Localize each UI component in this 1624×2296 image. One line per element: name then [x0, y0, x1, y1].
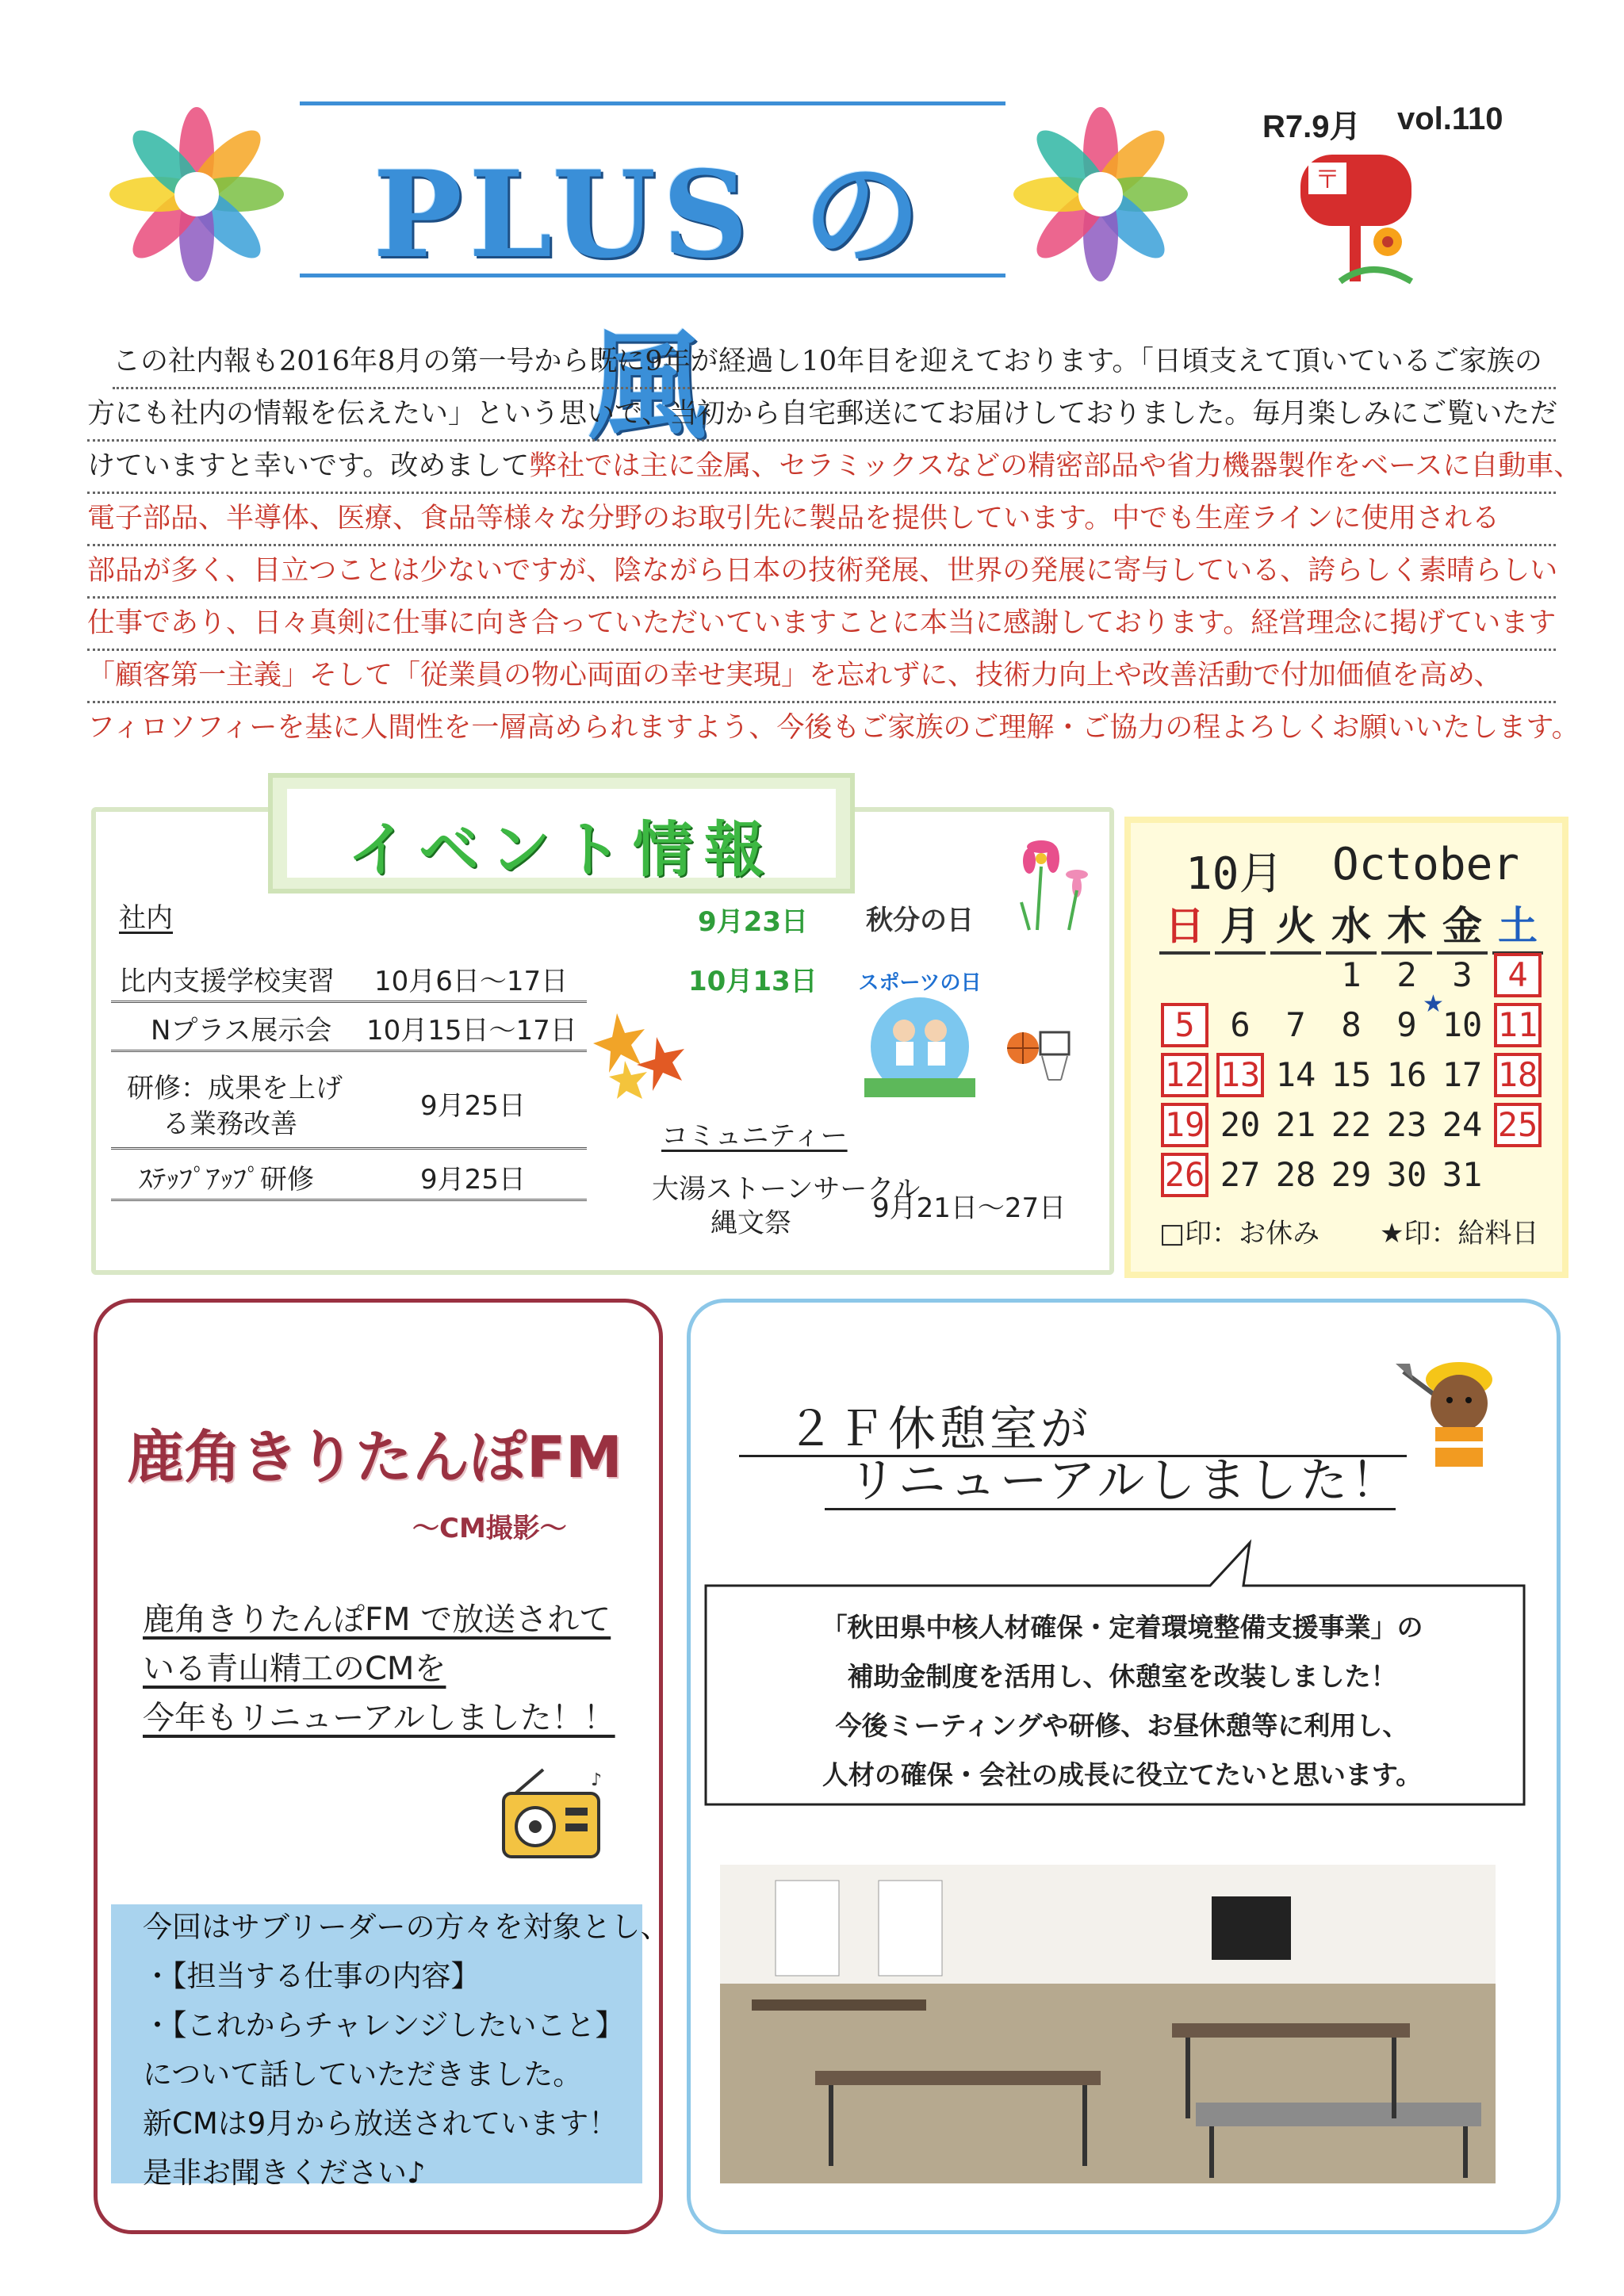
- event-title-frame: [268, 773, 855, 894]
- holiday-date: 9月23日: [698, 906, 808, 938]
- fm-subtitle: ～CM撮影～: [412, 1513, 567, 1544]
- calendar-day: 5: [1161, 1003, 1208, 1047]
- calendar-weekday: 金: [1437, 894, 1488, 955]
- fm-body-line: いる青山精工のCMを: [143, 1651, 446, 1687]
- sports-day-icon: [856, 967, 999, 1102]
- rest-room-title-underline: [825, 1508, 1396, 1510]
- calendar-day: 11: [1494, 1003, 1542, 1047]
- event-item-name: ｽﾃｯﾌﾟｱｯﾌﾟ研修: [139, 1164, 314, 1196]
- calendar-month-en: October: [1332, 839, 1520, 890]
- calendar-day: 28: [1275, 1155, 1316, 1194]
- community-event-name: 大湯ストーンサークル: [652, 1173, 921, 1205]
- calendar-day: 31: [1442, 1155, 1483, 1194]
- calendar-day: 18: [1494, 1053, 1542, 1097]
- calendar-day: 26: [1161, 1153, 1208, 1197]
- rest-room-body-line: 補助金制度を活用し、休憩室を改装しました！: [847, 1661, 1397, 1692]
- event-item-date: 10月6日～17日: [374, 966, 569, 997]
- intro-line: けていますと幸いです。改めまして弊社では主に金属、セラミックスなどの精密部品や省力機器製作をベースに自動車、: [87, 442, 1556, 494]
- calendar-legend-off: □印：お休み: [1159, 1218, 1320, 1249]
- calendar-weekday: 月: [1215, 894, 1266, 955]
- fm-info-line: 今回はサブリーダーの方々を対象とし、: [143, 1910, 670, 1944]
- holiday-date: 10月13日: [688, 966, 818, 997]
- event-divider: [111, 1001, 587, 1003]
- intro-line: 電子部品、半導体、医療、食品等様々な分野のお取引先に製品を提供しています。中でも生産ラインに使用される: [87, 494, 1556, 546]
- intro-line: フィロソフィーを基に人間性を一層高められますよう、今後もご家族のご理解・ご協力の程よろしくお願いいたします。: [87, 712, 1580, 744]
- fm-body-line: 鹿角きりたんぽFM で放送されて: [143, 1601, 611, 1638]
- rest-room-body: [730, 1603, 1515, 1800]
- event-item-name: 研修：成果を上げ: [127, 1073, 343, 1104]
- rest-room-body-line: 人材の確保・会社の成長に役立てたいと思います。: [822, 1759, 1423, 1790]
- calendar-day: 14: [1275, 1055, 1316, 1094]
- event-item-date: 9月25日: [420, 1090, 526, 1122]
- calendar-day: 17: [1442, 1055, 1483, 1094]
- rest-room-body-line: 「秋田県中核人材確保・定着環境整備支援事業」の: [821, 1612, 1423, 1643]
- event-divider: [111, 1199, 587, 1201]
- event-item-name: Nプラス展示会: [151, 1015, 332, 1047]
- calendar-day: 13: [1216, 1053, 1264, 1097]
- flower-logo-right-icon: [1005, 103, 1196, 285]
- rest-room-title-line1: ２Ｆ休憩室が: [787, 1402, 1091, 1457]
- calendar-weekday: 火: [1270, 894, 1321, 955]
- issue-date: R7.9月: [1262, 109, 1362, 144]
- calendar-weekday: 日: [1159, 894, 1210, 955]
- fm-info-line: 是非お聞きください♪: [143, 2156, 426, 2190]
- event-divider: [111, 1050, 587, 1052]
- cosmos-flower-icon: [1005, 831, 1101, 934]
- calendar-day: 22: [1331, 1105, 1372, 1144]
- fm-body: [143, 1595, 615, 1743]
- rest-room-photo: [720, 1865, 1496, 2183]
- fm-body-line: 今年もリニューアルしました！！: [143, 1700, 615, 1736]
- calendar-day: 30: [1386, 1155, 1427, 1194]
- svg-text:♪: ♪: [591, 1770, 603, 1790]
- mailbox-icon: [1293, 147, 1451, 289]
- flower-logo-left-icon: [102, 103, 292, 285]
- sports-day-label: スポーツの日: [858, 971, 982, 995]
- masthead-top-rule: [300, 101, 1005, 105]
- calendar-day: 23: [1386, 1105, 1427, 1144]
- calendar-day: 4: [1494, 953, 1542, 997]
- calendar-day: 24: [1442, 1105, 1483, 1144]
- autumn-leaves-icon: [593, 1005, 696, 1100]
- fm-info-line: について話していただきました。: [143, 2057, 583, 2091]
- calendar-day: 15: [1331, 1055, 1372, 1094]
- fm-title: 鹿角きりたんぽFM: [127, 1424, 622, 1490]
- calendar-day: 3: [1452, 955, 1473, 994]
- calendar-day: 8: [1341, 1005, 1362, 1044]
- calendar-day: 20: [1220, 1105, 1261, 1144]
- calendar-weekday: 土: [1492, 894, 1543, 955]
- calendar-day: 29: [1331, 1155, 1372, 1194]
- community-event-date: 9月21日～27日: [872, 1192, 1067, 1224]
- calendar-day: 25: [1494, 1103, 1542, 1147]
- calendar-weekday: 木: [1381, 894, 1432, 955]
- calendar-weekday: 水: [1326, 894, 1377, 955]
- newsletter-title: PLUS の 風: [373, 145, 928, 456]
- event-item-name: る業務改善: [163, 1108, 297, 1140]
- basketball-hoop-icon: [1001, 1016, 1072, 1088]
- calendar-day: 2: [1396, 955, 1417, 994]
- calendar-day: 6: [1230, 1005, 1251, 1044]
- event-divider: [111, 1147, 587, 1150]
- internal-label: 社内: [119, 902, 173, 934]
- calendar-day: 19: [1161, 1103, 1208, 1147]
- calendar-day: 1: [1341, 955, 1362, 994]
- fm-info-line: ・【担当する仕事の内容】: [143, 1959, 481, 1993]
- event-section-title: イベント情報: [347, 814, 776, 885]
- intro-line: この社内報も2016年8月の第一号から既に9年が経過し10年目を迎えております。「日頃支えて頂いているご家族の: [113, 337, 1556, 389]
- intro-paragraph: [87, 337, 1582, 753]
- event-item-date: 10月15日～17日: [366, 1015, 577, 1047]
- fm-info-line: ・【これからチャレンジしたいこと】: [143, 2008, 625, 2042]
- calendar-day: 16: [1386, 1055, 1427, 1094]
- calendar-day: 21: [1275, 1105, 1316, 1144]
- community-event-name: 縄文祭: [710, 1207, 791, 1239]
- rest-room-title-line2: リニューアルしました！: [848, 1453, 1402, 1509]
- radio-icon: [496, 1762, 615, 1865]
- intro-line: 仕事であり、日々真剣に仕事に向き合っていただいていますことに本当に感謝しております。経営理念に掲げています: [87, 599, 1556, 651]
- issue-volume: vol.110: [1397, 101, 1503, 136]
- calendar-month: 10月: [1185, 848, 1284, 900]
- calendar-day: 27: [1220, 1155, 1261, 1194]
- calendar-day: 9: [1396, 1005, 1417, 1044]
- holiday-name: 秋分の日: [866, 905, 974, 936]
- intro-line: 方にも社内の情報を伝えたい」という思いで、当初から自宅郵送にてお届けしておりました。毎月楽しみにご覧いただ: [87, 389, 1556, 442]
- calendar-day: 10: [1442, 1005, 1483, 1044]
- payday-star-icon: ★: [1423, 990, 1444, 1018]
- fm-info-line: 新CMは9月から放送されています！: [143, 2107, 619, 2141]
- event-item-date: 9月25日: [420, 1164, 526, 1196]
- calendar-day: 12: [1161, 1053, 1208, 1097]
- worker-mascot-icon: [1396, 1348, 1515, 1475]
- rest-room-body-line: 今後ミーティングや研修、お昼休憩等に利用し、: [835, 1710, 1409, 1741]
- fm-info-text: [143, 1903, 670, 2198]
- community-label: コミュニティー: [661, 1120, 848, 1152]
- intro-line: 「顧客第一主義」そして「従業員の物心両面の幸せ実現」を忘れずに、技術力向上や改善活動で付加価値を高め、: [87, 651, 1556, 703]
- event-item-name: 比内支援学校実習: [119, 966, 335, 997]
- intro-line: 部品が多く、目立つことは少ないですが、陰ながら日本の技術発展、世界の発展に寄与している、誇らしく素晴らしい: [87, 546, 1556, 599]
- calendar-legend-pay: ★印：給料日: [1380, 1218, 1539, 1249]
- svg-text:〒: 〒: [1314, 164, 1341, 194]
- calendar-day: 7: [1285, 1005, 1306, 1044]
